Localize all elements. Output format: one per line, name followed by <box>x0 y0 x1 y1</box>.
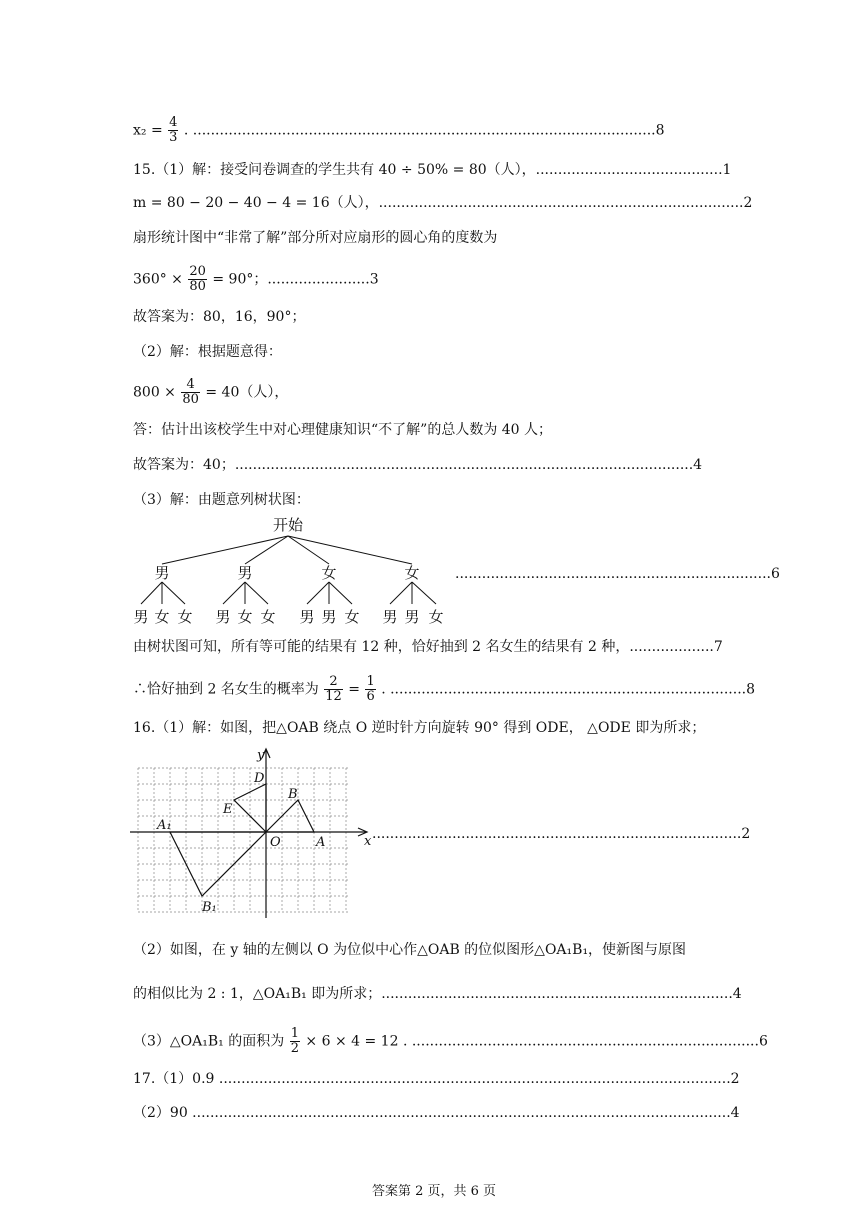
answer-line-probability: ∴恰好抽到 2 名女生的概率为 $\frac{2}{12}$ = $\frac{1}{6}$ . ................................................................................8 <box>133 674 756 704</box>
answer-line-16-2: （2）如图，在 y 轴的左侧以 O 为位似中心作△OAB 的位似图形△OA₁B₁，使新图与原图 <box>133 942 687 958</box>
answer-line-16-1: 16.（1）解：如图，把△OAB 绕点 O 逆时针方向旋转 90° 得到 ODE， △ODE 即为所求； <box>133 720 706 736</box>
answer-line-sector: 扇形统计图中“非常了解”部分所对应扇形的圆心角的度数为 <box>133 230 498 246</box>
tree-root: 开始 <box>272 516 304 534</box>
answer-line-15-2: （2）解：根据题意得： <box>133 344 282 360</box>
answer-line-17-1: 17.（1）0.9 ...................................................................................................................2 <box>133 1071 740 1087</box>
answer-line-angle: 360° × $\frac{20}{80}$ = 90°；.......................3 <box>133 264 379 294</box>
dots-score: ...................................................................................2 <box>372 826 751 842</box>
fraction: $\frac{1}{2}$ <box>290 1026 299 1056</box>
tree-node: 女 <box>404 564 420 582</box>
tree-leaf: 女 <box>428 608 444 626</box>
tree-leaf: 女 <box>260 608 276 626</box>
page-footer: 答案第 2 页，共 6 页 <box>371 1184 497 1199</box>
dots-score: .......................................................................6 <box>455 566 780 582</box>
fraction: $\frac{4}{3}$ <box>169 115 178 145</box>
tree-leaf: 女 <box>237 608 253 626</box>
axis-x-label: x <box>364 834 372 849</box>
label-E: E <box>223 802 233 817</box>
label-B: B <box>288 787 298 802</box>
axis-y-label: y <box>257 748 265 763</box>
answer-line-16-3: （3）△OA₁B₁ 的面积为 $\frac{1}{2}$ × 6 × 4 = 12 . ..............................................................................6 <box>133 1026 768 1056</box>
fraction: $\frac{2}{12}$ <box>325 674 342 704</box>
answer-line-m: m = 80 − 20 − 40 − 4 = 16（人），..................................................................................2 <box>133 195 753 211</box>
answer-line-answer: 答：估计出该校学生中对心理健康知识“不了解”的总人数为 40 人； <box>133 422 553 438</box>
answer-line-17-2: （2）90 .........................................................................................................................4 <box>133 1105 740 1121</box>
answer-line-result1: 故答案为：80，16，90°； <box>133 309 306 325</box>
math-x2: x₂ = <box>133 122 163 139</box>
tree-leaf: 女 <box>154 608 170 626</box>
fraction: $\frac{4}{80}$ <box>182 377 199 407</box>
answer-line-estimate: 800 × $\frac{4}{80}$ = 40（人）， <box>133 377 289 407</box>
tree-node: 女 <box>321 564 337 582</box>
answer-line-result2: 故答案为：40；.......................................................................................................4 <box>133 457 703 473</box>
tree-leaf: 男 <box>133 608 149 626</box>
tree-node: 男 <box>154 564 170 582</box>
label-O: O <box>270 835 281 850</box>
label-D: D <box>254 771 265 786</box>
tree-leaf: 男 <box>299 608 315 626</box>
answer-line-15-1: 15.（1）解：接受问卷调查的学生共有 40 ÷ 50% = 80（人），..........................................1 <box>133 162 732 178</box>
coordinate-figure <box>130 745 380 923</box>
dots-score: . ........................................................................................................8 <box>183 122 665 139</box>
label-B1: B₁ <box>202 900 217 915</box>
fraction: $\frac{1}{6}$ <box>366 674 375 704</box>
tree-node: 男 <box>237 564 253 582</box>
tree-leaf: 女 <box>344 608 360 626</box>
answer-line-15-3: （3）解：由题意列树状图： <box>133 492 310 508</box>
tree-diagram <box>125 510 465 632</box>
tree-leaf: 女 <box>177 608 193 626</box>
label-A1: A₁ <box>157 818 172 833</box>
answer-line-x2 <box>133 116 665 145</box>
tree-leaf: 男 <box>215 608 231 626</box>
tree-leaf: 男 <box>321 608 337 626</box>
answer-line-ratio: 的相似比为 2 : 1，△OA₁B₁ 即为所求；...............................................................................4 <box>133 986 742 1002</box>
answer-line-outcomes: 由树状图可知，所有等可能的结果有 12 种，恰好抽到 2 名女生的结果有 2 种，...................7 <box>133 639 723 655</box>
fraction: $\frac{20}{80}$ <box>189 264 206 294</box>
tree-leaf: 男 <box>404 608 420 626</box>
label-A: A <box>316 835 326 850</box>
tree-leaf: 男 <box>382 608 398 626</box>
